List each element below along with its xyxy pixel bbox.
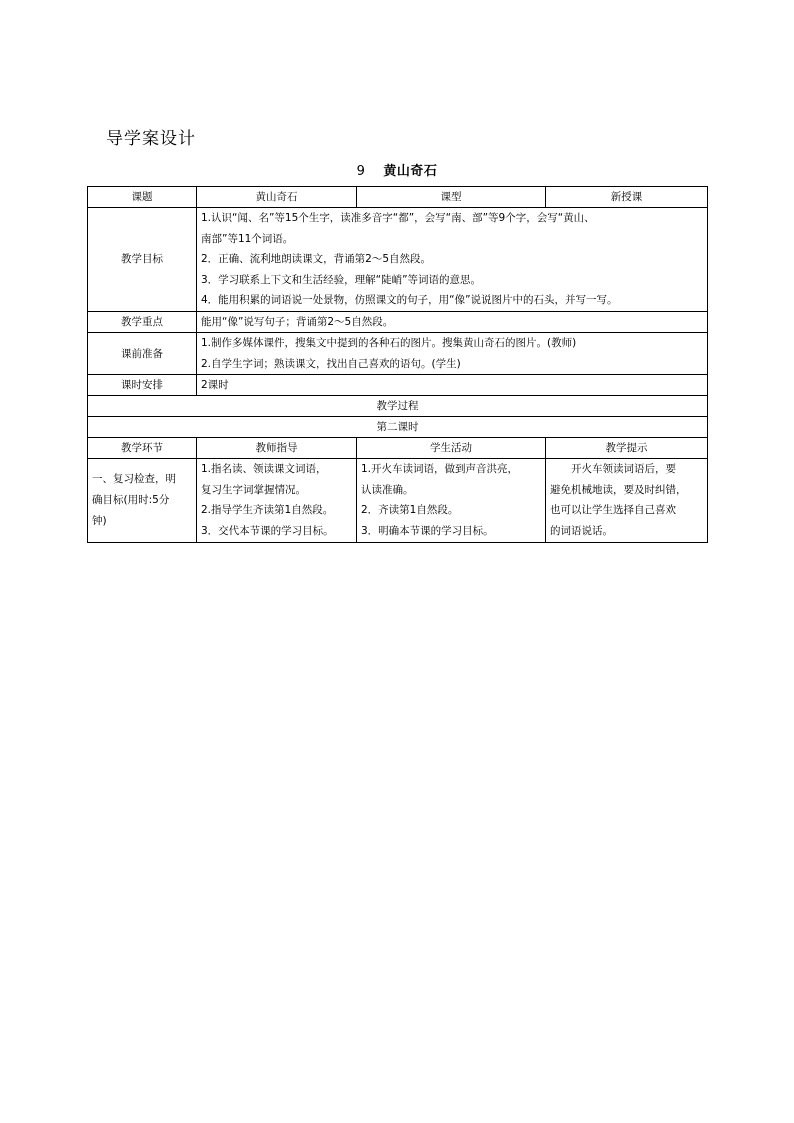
step1-teacher-guidance [197, 459, 357, 542]
prep-content [197, 332, 708, 374]
lesson-name: 黄山奇石 [383, 164, 438, 179]
process-title: 教学过程 [88, 396, 708, 417]
goal-line: 3．学习联系上下文和生活经验，理解“陡峭”等词语的意思。 [201, 273, 482, 286]
lesson-title [0, 160, 794, 179]
goals-content [197, 208, 708, 312]
column-header-row [88, 438, 708, 459]
step1-row [88, 459, 708, 542]
topic-row [88, 187, 708, 208]
goal-line: 2．正确、流利地朗读课文，背诵第2～5自然段。 [201, 253, 432, 266]
type-value: 新授课 [546, 187, 708, 208]
key-point-label: 教学重点 [88, 311, 197, 332]
stage-line: 一、复习检查，明 [92, 473, 176, 486]
student-line: 1.开火车读词语，做到声音洪亮， [361, 463, 519, 476]
prep-row [88, 332, 708, 374]
column-header-teacher: 教师指导 [197, 438, 357, 459]
period-title-row [88, 417, 708, 438]
tip-line: 的词语说话。 [550, 524, 613, 537]
tip-line: 避免机械地读，要及时纠错， [550, 483, 687, 496]
student-line: 3．明确本节课的学习目标。 [361, 524, 494, 537]
prep-label: 课前准备 [88, 332, 197, 374]
tip-line: 开火车领读词语后，要 [571, 463, 676, 476]
topic-label: 课题 [88, 187, 197, 208]
stage-line: 确目标(用时:5分 [92, 494, 170, 507]
student-line: 认读准确。 [361, 483, 414, 496]
goal-line: 4．能用积累的词语说一处景物，仿照课文的句子，用“像”说说图片中的石头，并写一写。 [201, 294, 618, 307]
lesson-number: 9 [356, 164, 366, 179]
goal-line: 1.认识“闻、名”等15个生字，读准多音字“都”，会写“南、部”等9个字，会写“黄山、 [201, 212, 595, 224]
schedule-row [88, 375, 708, 396]
step1-stage [88, 459, 197, 542]
type-label: 课型 [357, 187, 546, 208]
student-line: 2．齐读第1自然段。 [361, 504, 459, 517]
goals-label: 教学目标 [88, 208, 197, 312]
step1-teaching-tips [546, 459, 708, 542]
key-point-row [88, 311, 708, 332]
process-title-row [88, 396, 708, 417]
key-point-text: 能用“像”说写句子；背诵第2～5自然段。 [197, 311, 708, 332]
teacher-line: 2.指导学生齐读第1自然段。 [201, 504, 334, 517]
column-header-student: 学生活动 [357, 438, 546, 459]
column-header-stage: 教学环节 [88, 438, 197, 459]
goals-row [88, 208, 708, 312]
step1-student-activity [357, 459, 546, 542]
teacher-line: 1.指名读、领读课文词语， [201, 463, 327, 476]
period-title: 第二课时 [88, 417, 708, 438]
teacher-line: 3．交代本节课的学习目标。 [201, 524, 334, 537]
schedule-text: 2课时 [197, 375, 708, 396]
teacher-line: 复习生字词掌握情况。 [201, 483, 306, 496]
prep-line: 2.自学生字词；熟读课文，找出自己喜欢的语句。(学生) [201, 357, 461, 370]
goal-line: 南部”等11个词语。 [201, 232, 294, 245]
document-heading: 导学案设计 [106, 129, 196, 149]
schedule-label: 课时安排 [88, 375, 197, 396]
stage-line: 钟) [92, 514, 107, 527]
topic-value: 黄山奇石 [197, 187, 357, 208]
tip-line: 也可以让学生选择自己喜欢 [550, 504, 676, 517]
prep-line: 1.制作多媒体课件，搜集文中提到的各种石的图片。搜集黄山奇石的图片。(教师) [201, 336, 577, 349]
column-header-tips: 教学提示 [546, 438, 708, 459]
lesson-plan-table [87, 186, 708, 543]
